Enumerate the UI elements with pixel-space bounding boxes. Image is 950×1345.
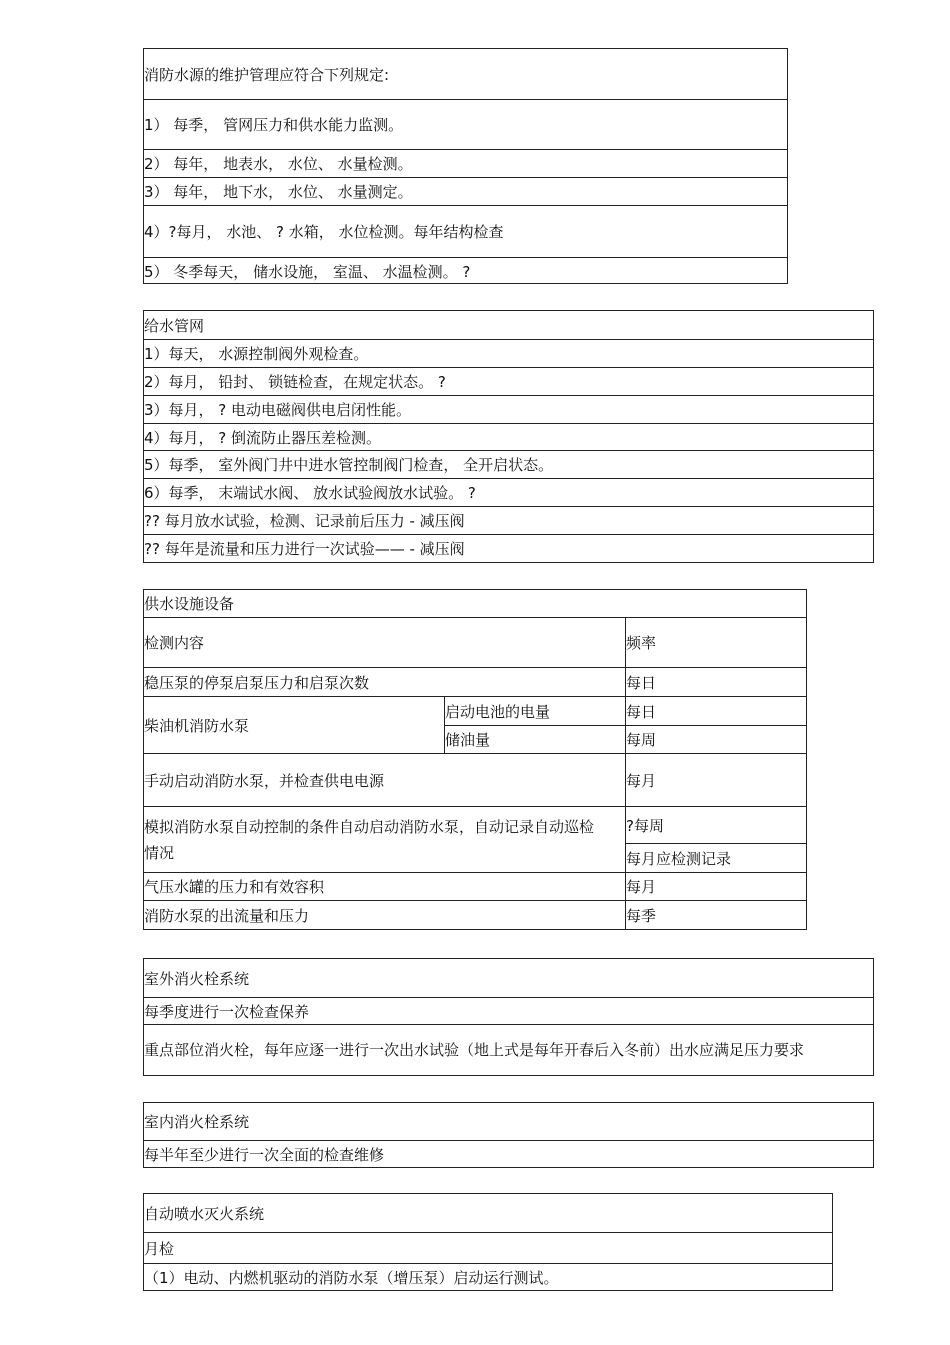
header-frequency: 频率 [626,618,806,668]
pipe-network-item-8: ?? 每年是流量和压力进行一次试验—— - 减压阀 [144,539,465,558]
water-source-title: 消防水源的维护管理应符合下列规定: [144,49,787,100]
water-source-table [143,48,788,284]
outdoor-hydrant-item-2: 重点部位消火栓，每年应逐一进行一次出水试验（地上式是每年开春后入冬前）出水应满足压力要求 [144,1041,805,1059]
row1-frequency: 每日 [626,668,806,697]
water-source-item-2: 2） 每年， 地表水， 水位、 水量检测。 [144,150,787,178]
pipe-network-title: 给水管网 [144,311,873,340]
row2-freq1: 每日 [626,697,806,726]
outdoor-hydrant-table [143,958,874,1076]
pipe-network-item-4: 4）每月， ? 倒流防止器压差检测。 [144,424,873,451]
pipe-network-item-2: 2）每月， 铅封、 锁链检查，在规定状态。 ? [144,368,873,396]
row2-sub1: 启动电池的电量 [445,697,626,726]
outdoor-hydrant-item-1: 每季度进行一次检查保养 [144,998,873,1025]
row5-frequency: 每月 [626,873,806,901]
row4-freq2: 每月应检测记录 [626,844,806,873]
sprinkler-item-2: （1）电动、内燃机驱动的消防水泵（增压泵）启动运行测试。 [144,1268,559,1287]
row1-content: 稳压泵的停泵启泵压力和启泵次数 [144,668,626,697]
pipe-network-table [143,310,874,563]
row3-frequency: 每月 [626,754,806,807]
water-source-item-5: 5） 冬季每天， 储水设施， 室温、 水温检测。 ? [144,263,471,281]
row6-frequency: 每季 [626,906,657,925]
pipe-network-item-3: 3）每月， ? 电动电磁阀供电启闭性能。 [144,396,873,424]
pipe-network-item-1: 1）每天， 水源控制阀外观检查。 [144,340,873,368]
row2-sub2: 储油量 [445,726,626,754]
indoor-hydrant-table [143,1102,874,1168]
supply-equipment-table [143,589,807,930]
sprinkler-title: 自动喷水灭火系统 [144,1194,832,1233]
indoor-hydrant-item-1: 每半年至少进行一次全面的检查维修 [144,1145,385,1164]
row5-content: 气压水罐的压力和有效容积 [144,873,626,901]
pipe-network-item-6: 6）每季， 末端试水阀、 放水试验阀放水试验。 ? [144,479,873,507]
pipe-network-item-5: 5）每季， 室外阀门井中进水管控制阀门检查， 全开启状态。 [144,451,873,479]
indoor-hydrant-title: 室内消火栓系统 [144,1103,873,1141]
supply-equipment-title: 供水设施设备 [144,590,806,618]
row2-content: 柴油机消防水泵 [144,697,445,754]
sprinkler-item-1: 月检 [144,1233,832,1264]
water-source-item-1: 1） 每季， 管网压力和供水能力监测。 [144,100,787,150]
row2-freq2: 每周 [626,726,806,754]
water-source-item-4: 4）?每月， 水池、 ? 水箱， 水位检测。每年结构检查 [144,206,787,258]
row6-content: 消防水泵的出流量和压力 [144,901,626,929]
water-source-item-3: 3） 每年， 地下水， 水位、 水量测定。 [144,178,787,206]
header-content: 检测内容 [144,618,626,668]
outdoor-hydrant-title: 室外消火栓系统 [144,959,873,998]
row4-content: 模拟消防水泵自动控制的条件自动启动消防水泵，自动记录自动巡检情况 [144,807,626,873]
sprinkler-table [143,1193,833,1291]
row4-freq1: ?每周 [626,807,806,844]
pipe-network-item-7: ?? 每月放水试验，检测、记录前后压力 - 减压阀 [144,507,873,535]
row3-content: 手动启动消防水泵，并检查供电电源 [144,754,626,807]
